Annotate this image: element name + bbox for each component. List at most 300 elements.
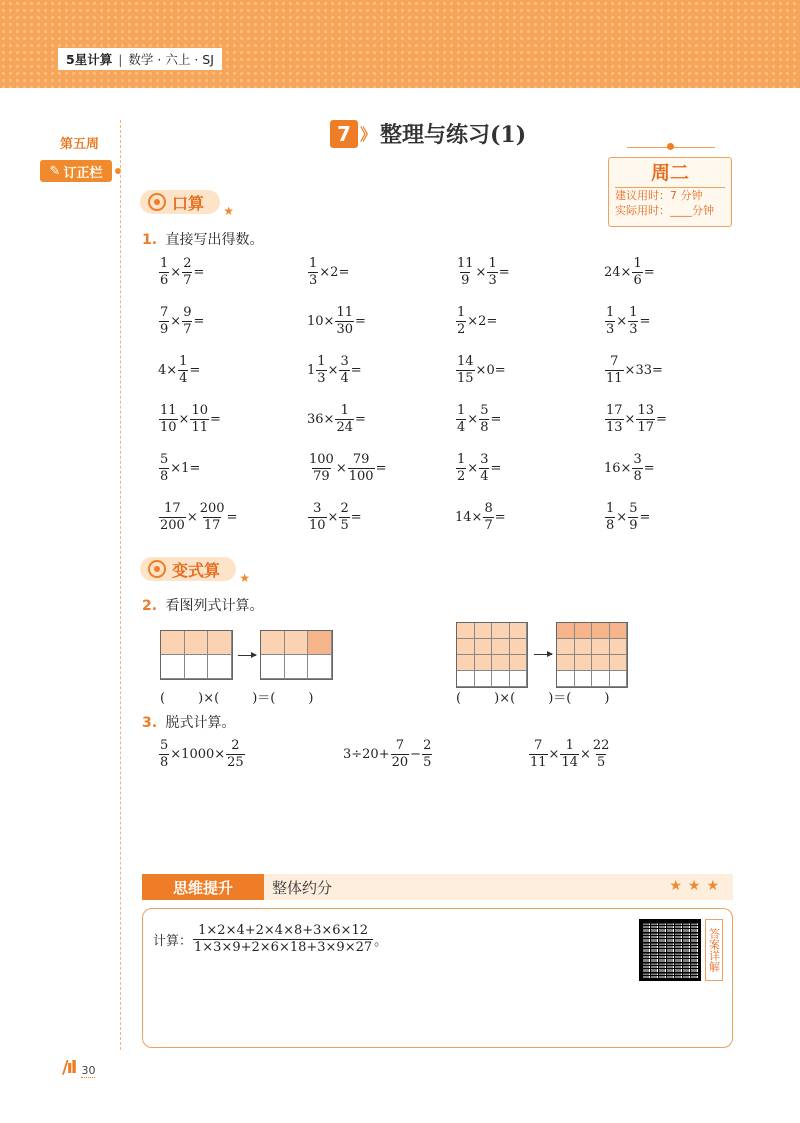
thinking-box	[142, 908, 733, 1048]
expr-text: =	[656, 412, 667, 427]
fraction	[159, 403, 178, 436]
expr-text: ×	[327, 510, 339, 525]
fraction-numerator: 1	[629, 305, 638, 320]
correction-divider	[120, 120, 121, 1050]
grid-cell	[475, 639, 493, 655]
pin-icon	[667, 143, 674, 150]
oral-problem	[604, 305, 650, 338]
fraction-numerator: 200	[199, 501, 225, 516]
fraction-denominator: 8	[160, 469, 169, 484]
expr-text: =	[226, 510, 238, 525]
fraction	[605, 305, 615, 338]
thinking-expression	[153, 923, 387, 956]
oral-problem	[158, 501, 237, 534]
pencil-icon: ✎	[49, 163, 61, 179]
oral-problem	[307, 354, 362, 387]
expr-text: ×	[475, 265, 487, 280]
grid-cell	[492, 671, 510, 687]
lesson-title	[330, 118, 526, 149]
expr-text: 14×	[455, 510, 483, 525]
oral-problem	[307, 403, 366, 436]
fraction-denominator: 8	[606, 518, 615, 533]
header-band	[0, 0, 800, 88]
grid-cell	[475, 671, 493, 687]
expr-text: =	[193, 265, 205, 280]
fraction-numerator: 17	[164, 501, 181, 516]
thinking-subtitle: 整体约分	[272, 879, 333, 897]
grid-cell	[308, 631, 332, 655]
question-number: 1.	[142, 232, 158, 248]
fraction	[182, 305, 192, 338]
fraction-denominator: 2	[457, 322, 466, 337]
question-number: 2.	[142, 598, 158, 614]
oral-problem	[158, 403, 221, 436]
expr-text: ×1000×	[170, 747, 226, 762]
grid-diagram-2b	[556, 622, 628, 688]
fraction	[308, 501, 327, 534]
section-oral-label: 口算	[172, 193, 205, 213]
oral-problem	[307, 305, 366, 338]
grid-cell	[457, 655, 475, 671]
fraction	[308, 256, 318, 289]
grid-cell	[261, 631, 285, 655]
fraction-numerator: 17	[606, 403, 623, 418]
fraction-denominator: 8	[633, 469, 642, 484]
expr-text: =	[193, 314, 205, 329]
thinking-prompt: 计算：	[153, 934, 193, 949]
expr-text: −	[410, 747, 422, 762]
answer-blanks-2[interactable]: ( )×( )＝( )	[456, 691, 610, 706]
fraction-numerator: 22	[592, 738, 610, 753]
arrow-icon	[534, 654, 552, 655]
fraction-denominator: 6	[633, 273, 642, 288]
fraction-numerator: 1	[565, 738, 574, 753]
qr-code-icon[interactable]	[639, 919, 701, 981]
expr-text: ×0=	[475, 363, 506, 378]
arrow-icon	[238, 655, 256, 656]
fraction-numerator: 1	[606, 501, 615, 516]
fraction-denominator: 4	[179, 371, 188, 386]
step-problem	[528, 738, 611, 771]
expr-text: =	[494, 510, 506, 525]
fraction-numerator: 7	[395, 738, 405, 753]
fraction-numerator: 79	[352, 452, 370, 467]
fraction	[339, 501, 349, 534]
expr-text: =	[643, 461, 655, 476]
grid-cell	[308, 655, 332, 679]
grid-cell	[161, 655, 185, 679]
fraction-numerator: 1	[309, 256, 318, 271]
expr-text: =	[643, 265, 655, 280]
suggested-time: 建议用时：7 分钟	[615, 189, 703, 202]
fraction	[456, 354, 475, 387]
fraction	[529, 738, 548, 771]
oral-problem	[158, 452, 200, 485]
fraction	[479, 452, 489, 485]
fraction	[335, 403, 354, 436]
fraction-numerator: 10	[191, 403, 208, 418]
grid-cell	[161, 631, 185, 655]
grid-cell	[592, 623, 610, 639]
book-subject: 数学 · 六上 · SJ	[128, 52, 214, 67]
fraction-denominator: 10	[160, 420, 177, 435]
fraction-denominator: 3	[488, 273, 497, 288]
fraction-denominator: 9	[160, 322, 169, 337]
expr-text: ×2=	[467, 314, 498, 329]
fraction	[605, 403, 624, 436]
fraction-denominator: 11	[606, 371, 623, 386]
fraction-numerator: 3	[480, 452, 489, 467]
grid-cell	[557, 671, 575, 687]
fraction	[628, 501, 638, 534]
expr-text: 3÷20+	[343, 747, 390, 762]
answer-blanks-1[interactable]: ( )×( )＝( )	[160, 691, 314, 706]
grid-cell	[557, 639, 575, 655]
page-number	[62, 1057, 95, 1078]
expr-text: ×	[548, 747, 560, 762]
section-variant	[140, 557, 251, 585]
fraction	[479, 403, 489, 436]
grid-cell	[557, 623, 575, 639]
correction-tag	[40, 160, 112, 182]
expr-text: ×	[170, 314, 182, 329]
fraction-numerator: 1	[488, 256, 497, 271]
fraction-denominator: 7	[484, 518, 493, 533]
correction-label: 订正栏	[63, 165, 103, 181]
grid-cell	[510, 623, 528, 639]
grid-cell	[510, 655, 528, 671]
expr-text: =	[350, 363, 362, 378]
grid-cell	[510, 639, 528, 655]
question-text: 直接写出得数。	[165, 232, 264, 248]
fraction-numerator: 3	[633, 452, 642, 467]
grid-cell	[475, 623, 493, 639]
fraction-denominator: 15	[457, 371, 474, 386]
fraction-denominator: 3	[629, 322, 638, 337]
fraction-numerator: 5	[629, 501, 638, 516]
fraction	[159, 305, 169, 338]
oral-problem	[604, 452, 655, 485]
fraction-denominator: 7	[183, 273, 192, 288]
fraction	[560, 738, 579, 771]
grid-cell	[457, 639, 475, 655]
grid-cell	[575, 639, 593, 655]
question-2	[142, 595, 264, 615]
section-variant-label: 变式算	[172, 560, 221, 580]
fraction	[636, 403, 655, 436]
fraction-denominator: 20	[391, 755, 409, 770]
oral-problem	[158, 256, 204, 289]
fraction-denominator: 2	[457, 469, 466, 484]
oral-problem	[455, 501, 506, 534]
grid-cell	[592, 671, 610, 687]
fraction-numerator: 3	[313, 501, 322, 516]
fraction-denominator: 7	[183, 322, 192, 337]
fraction-denominator: 30	[336, 322, 353, 337]
expr-text: 10×	[307, 314, 335, 329]
oral-problem	[158, 354, 200, 387]
fraction-numerator: 11	[160, 403, 177, 418]
grid-cell	[492, 655, 510, 671]
star-icon: ★	[223, 204, 235, 218]
grid-cell	[575, 655, 593, 671]
expr-text: 24×	[604, 265, 632, 280]
expr-text: ×	[186, 510, 198, 525]
expr-text: =	[639, 510, 651, 525]
grid-cell	[208, 631, 232, 655]
oral-problem	[604, 354, 663, 387]
fraction-denominator: 5	[423, 755, 432, 770]
day-name: 周二	[615, 158, 725, 188]
grid-cell	[475, 655, 493, 671]
expr-text: 16×	[604, 461, 632, 476]
fraction-numerator: 1	[317, 354, 326, 369]
fraction	[632, 256, 642, 289]
grid-cell	[557, 655, 575, 671]
step-problem	[158, 738, 246, 771]
thinking-tail: 。	[374, 934, 388, 949]
grid-cell	[575, 623, 593, 639]
fraction-numerator: 5	[160, 738, 169, 753]
book-stack-icon: /ıI	[62, 1057, 76, 1078]
fraction-denominator: 11	[530, 755, 547, 770]
fraction	[335, 305, 354, 338]
fraction	[339, 354, 349, 387]
fraction	[190, 403, 209, 436]
expr-text: ×	[580, 747, 591, 762]
fraction	[178, 354, 188, 387]
fraction-denominator: 4	[480, 469, 489, 484]
qr-label: 答案详解	[705, 919, 723, 981]
fraction-numerator: 11	[457, 256, 474, 271]
page-number-text: 30	[81, 1064, 96, 1077]
expr-text: ×	[616, 510, 628, 525]
grid-cell	[575, 671, 593, 687]
grid-cell	[285, 631, 309, 655]
grid-cell	[610, 671, 628, 687]
week-label: 第五周	[60, 137, 100, 152]
fraction-denominator: 3	[317, 371, 326, 386]
fraction-numerator: 1	[457, 305, 466, 320]
fraction-numerator: 8	[484, 501, 493, 516]
fraction	[628, 305, 638, 338]
fraction-denominator: 8	[480, 420, 489, 435]
oral-problem	[307, 256, 349, 289]
fraction-denominator: 4	[457, 420, 466, 435]
expr-text: =	[210, 412, 221, 427]
fraction	[456, 403, 466, 436]
oral-problem	[455, 354, 506, 387]
fraction	[456, 256, 475, 289]
oral-problem	[604, 256, 655, 289]
question-1	[142, 229, 264, 249]
thinking-fraction	[193, 923, 373, 956]
fraction-denominator: 5	[340, 518, 349, 533]
expr-text: =	[639, 314, 651, 329]
fraction-denominator: 5	[597, 755, 606, 770]
fraction-numerator: 2	[183, 256, 192, 271]
thinking-bar	[142, 874, 733, 900]
grid-cell	[610, 655, 628, 671]
fraction	[483, 501, 493, 534]
lesson-title-text: 整理与练习(1)	[380, 122, 527, 148]
fraction	[182, 256, 192, 289]
fraction-denominator: 11	[191, 420, 208, 435]
expr-text: ×	[467, 412, 479, 427]
oral-problem	[307, 452, 386, 485]
fraction-numerator: 3	[340, 354, 349, 369]
grid-diagram-1b	[260, 630, 333, 680]
fraction-numerator: 7	[610, 354, 619, 369]
grid-cell	[492, 623, 510, 639]
fraction-numerator: 100	[309, 452, 334, 467]
oral-problem	[455, 256, 510, 289]
fraction-denominator: 3	[606, 322, 615, 337]
fraction-numerator: 7	[160, 305, 169, 320]
book-brand: 5星计算	[66, 52, 113, 67]
oral-problem	[604, 501, 650, 534]
grid-cell	[185, 655, 209, 679]
star-icon: ★★★	[669, 878, 725, 894]
lesson-arrow: 》	[360, 125, 377, 144]
expr-text: ×	[624, 412, 636, 427]
expr-text: 1	[307, 363, 316, 378]
expr-text: ×	[616, 314, 628, 329]
fraction	[348, 452, 375, 485]
expr-text: ×2=	[319, 265, 350, 280]
fraction-denominator: 13	[606, 420, 623, 435]
fraction-denominator: 17	[203, 518, 221, 533]
expr-text: =	[490, 461, 502, 476]
grid-cell	[457, 671, 475, 687]
fraction-denominator: 200	[160, 518, 185, 533]
oral-problem	[455, 305, 497, 338]
difficulty-stars	[669, 878, 725, 894]
fraction-denominator: 3	[309, 273, 318, 288]
fraction	[159, 452, 169, 485]
fraction	[592, 738, 611, 771]
fraction	[391, 738, 410, 771]
fraction-denominator: 1×3×9+2×6×18+3×9×27	[194, 940, 373, 955]
grid-cell	[510, 671, 528, 687]
expr-text: =	[350, 510, 362, 525]
fraction-denominator: 4	[340, 371, 349, 386]
fraction	[422, 738, 432, 771]
fraction-denominator: 9	[629, 518, 638, 533]
fraction-denominator: 8	[160, 755, 169, 770]
question-number: 3.	[142, 715, 158, 731]
expr-text: ×	[467, 461, 479, 476]
grid-cell	[457, 623, 475, 639]
expr-text: =	[354, 314, 366, 329]
fraction	[226, 738, 245, 771]
grid-cell	[492, 639, 510, 655]
fraction	[159, 256, 169, 289]
fraction-denominator: 24	[336, 420, 353, 435]
question-text: 看图列式计算。	[165, 598, 264, 614]
grid-cell	[185, 631, 209, 655]
grid-cell	[610, 623, 628, 639]
fraction-denominator: 6	[160, 273, 169, 288]
expr-text: =	[490, 412, 502, 427]
fraction-numerator: 9	[183, 305, 192, 320]
target-icon	[148, 560, 166, 578]
question-3	[142, 712, 236, 732]
fraction	[308, 452, 335, 485]
fraction-numerator: 2	[423, 738, 432, 753]
actual-time: 实际用时：____分钟	[615, 204, 714, 217]
fraction-denominator: 100	[348, 469, 374, 484]
fraction-numerator: 7	[534, 738, 543, 753]
fraction	[456, 305, 466, 338]
oral-problem	[604, 403, 667, 436]
grid-cell	[610, 639, 628, 655]
fraction-numerator: 1×2×4+2×4×8+3×6×12	[198, 923, 368, 938]
expr-text: =	[354, 412, 366, 427]
grid-diagram-1a	[160, 630, 233, 680]
expr-text: ×33=	[624, 363, 663, 378]
thinking-tag: 思维提升	[142, 874, 264, 900]
fraction-numerator: 5	[480, 403, 489, 418]
fraction-numerator: 2	[340, 501, 349, 516]
fraction-numerator: 1	[457, 403, 466, 418]
book-label	[58, 48, 222, 70]
section-oral	[140, 190, 235, 218]
expr-text: ×	[327, 363, 339, 378]
expr-text: 4×	[158, 363, 178, 378]
fraction-numerator: 1	[340, 403, 349, 418]
fraction-denominator: 25	[227, 755, 244, 770]
grid-diagram-2a	[456, 622, 528, 688]
expr-text: =	[498, 265, 510, 280]
expr-text: ×	[335, 461, 347, 476]
star-icon: ★	[239, 571, 251, 585]
oral-problem	[158, 305, 204, 338]
fraction-denominator: 17	[637, 420, 654, 435]
expr-text: =	[189, 363, 201, 378]
fraction	[159, 501, 186, 534]
fraction	[605, 501, 615, 534]
fraction	[605, 354, 624, 387]
fraction-denominator: 10	[309, 518, 326, 533]
fraction-numerator: 13	[637, 403, 654, 418]
fraction-numerator: 1	[606, 305, 615, 320]
fraction-numerator: 5	[160, 452, 169, 467]
fraction-denominator: 14	[561, 755, 578, 770]
expr-text: 36×	[307, 412, 335, 427]
fraction	[487, 256, 497, 289]
fraction	[199, 501, 226, 534]
stopwatch-icon	[148, 193, 166, 211]
fraction-numerator: 2	[231, 738, 240, 753]
fraction-denominator: 79	[313, 469, 330, 484]
fraction	[632, 452, 642, 485]
expr-text: ×	[170, 265, 182, 280]
fraction-denominator: 9	[461, 273, 470, 288]
grid-cell	[592, 639, 610, 655]
question-text: 脱式计算。	[165, 715, 236, 731]
expr-text: ×	[178, 412, 190, 427]
oral-problem	[455, 403, 501, 436]
fraction-numerator: 1	[633, 256, 642, 271]
fraction-numerator: 14	[457, 354, 474, 369]
lesson-number: 7	[330, 120, 358, 148]
day-card	[608, 157, 732, 227]
expr-text: ×1=	[170, 461, 201, 476]
fraction-numerator: 1	[457, 452, 466, 467]
grid-cell	[208, 655, 232, 679]
step-problem	[343, 738, 433, 771]
